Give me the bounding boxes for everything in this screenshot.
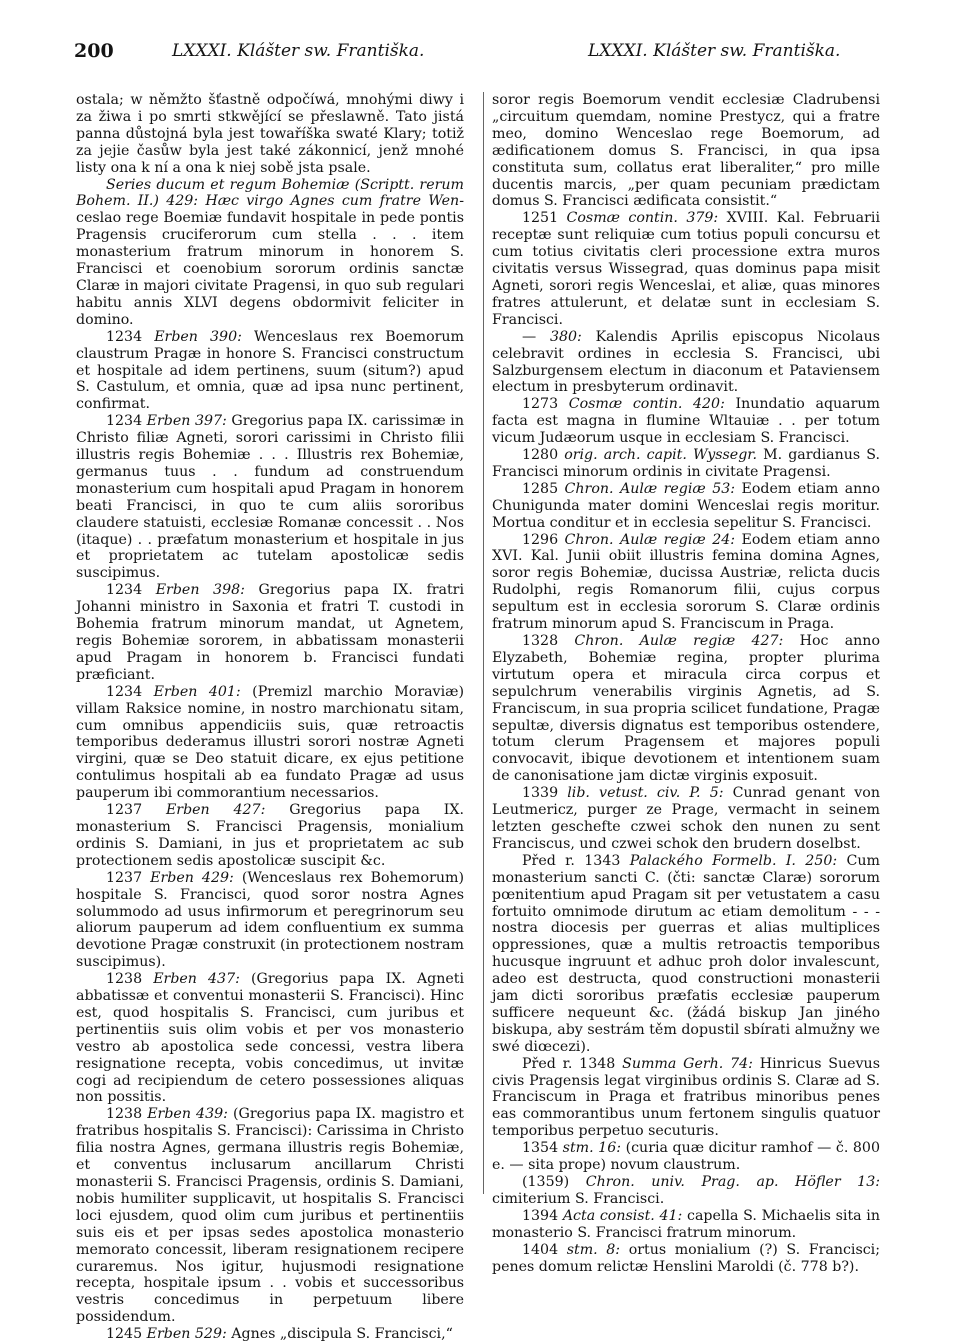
entry-source: Series ducum et regum Bohemiæ (Scriptt. rerum Bohem. II.) 429: Hæc virgo Agnes cum fratre Wen- <box>76 176 464 210</box>
entry-source: Chron. univ. Prag. ap. Höfler 13: <box>585 1174 881 1190</box>
entry-text: Hinricus Suevus civis Pragensis legat virginibus ordinis S. Claræ ad S. Franciscum in Praga et fratribus minoribus penes eas commorantibus unum fertonem singulis quatuor temporibus perpetuo secuturis. <box>492 1055 880 1140</box>
entry-text: Inundatio aquarum facta est magna in flumine Wltauiæ . . per totum vicum Judæorum usque in ecclesiam S. Francisci. <box>492 396 880 447</box>
entry-year: 1285 <box>522 480 565 497</box>
entry-paragraph <box>76 177 464 329</box>
entry-paragraph <box>76 92 464 177</box>
entry-year: 1296 <box>522 531 565 548</box>
entry-year: 1339 <box>522 785 568 802</box>
entry-year: — <box>522 328 550 345</box>
entry-source: Palackého Formelb. I. 250: <box>629 852 847 869</box>
entry-source: Cosmæ contin. 379: <box>566 210 727 227</box>
entry-paragraph <box>76 329 464 414</box>
entry-year: 1280 <box>522 447 565 464</box>
entry-text: (Gregorius papa IX. Agneti abbatissæ et conventui monasterii S. Francisci). Hinc est, quod hospitalis S. Francisci, cum juribus et pertinentiis suis olim vobis et per vos monasterio vestro ab apostolica sede concessi, vestra libera resignatione recepta, vobis concedimus, ut invitæ cogi ad recipiendum de cetero possessiones aliquas non possitis. <box>76 971 464 1106</box>
entry-year: 1237 <box>106 802 166 819</box>
entry-text: Gregorius papa IX. carissimæ in Christo filiæ Agneti, sorori carissimi in Christo filii illustris regis Bohemiæ . . . Illustris rex Bohemiæ, germanus tuus . . fundum ad construendum monasterium cum hospitali apud Pragam in honorem beati Francisci, in quo te cum aliis sororibus claudere statuisti, ecclesiæ Romanæ concessit . . Nos (itaque) . . præfatum monasterium et hospitale in jus et proprietatem ac tutelam apostolicæ sedis suscipimus. <box>76 413 464 582</box>
right-column <box>492 92 880 1275</box>
entry-source: Erben 529: <box>146 1326 232 1343</box>
entry-text: ceslao rege Boemiæ fundavit hospitale in pede pontis Pragensis cruciferorum cum stella . . . item monasterium fratrum minorum in honorem S. Francisci et coenobium sororum ordinis sanctæ Claræ in majori civitate Pragensi, in quo sub regulari habitu annis XLVI degens obdormivit feliciter in domino. <box>76 210 464 328</box>
entry-source: Erben 427: <box>165 802 290 819</box>
entry-text: soror regis Boemorum vendit ecclesiæ Cladrubensi „circuitum quemdam, nomine Prestycz, qui a fratre meo, domino Wenceslao rege Boemorum, ad ædificationem domus S. Francisci, in qua ipsa constituta sum, collatus erat liberaliter,“ pro mille ducentis marcis, „per quam pecuniam prædictam domus S. Francisci ædificata consistit.“ <box>492 92 880 210</box>
entry-text: (curia quæ dicitur ramhof — č. 800 e. — sita prope) novum claustrum. <box>492 1140 880 1174</box>
entry-paragraph <box>492 396 880 447</box>
entry-source: Cosmæ contin. 420: <box>568 396 736 413</box>
column-divider <box>483 92 484 1194</box>
entry-text: ortus monialium (?) S. Francisci; penes domum relictæ Henslini Maroldi (č. 778 b?). <box>492 1241 880 1275</box>
entry-source: Chron. Aulæ regiæ 24: <box>564 531 742 548</box>
entry-year: 1328 <box>522 633 575 649</box>
entry-source: Summa Gerh. 74: <box>622 1055 760 1072</box>
entry-year: 1354 <box>522 1140 563 1157</box>
entry-text: Gregorius papa IX. monasterium S. Francisci Pragensis, monialium ordinis S. Damiani, in jus et proprietatem ac sub protectionem sedis apostolicæ suscipit &c. <box>76 802 464 869</box>
entry-text: ostala; w němžto šťastně odpočíwá, mnohými diwy i za žiwa i po smrti stkwějící se přeslawně. Tato jistá panna důstojná byla jest towaříška swaté Klary; totiž za jejie časůw byla jest také zákonnicí, jenž mnohé listy ona k ní a ona k niej sobě jsta psale. <box>76 92 464 176</box>
entry-paragraph <box>76 870 464 971</box>
running-head-right: LXXXI. Klášter sw. Františka. <box>588 41 841 61</box>
page-number: 200 <box>74 40 114 62</box>
entry-paragraph <box>492 853 880 1056</box>
entry-text: Agnes „discipula S. Francisci,“ <box>231 1326 453 1343</box>
entry-source: Erben 390: <box>154 328 254 345</box>
entry-year: 1404 <box>522 1241 567 1258</box>
entry-text: Cunrad genant von Leutmericz, purger ze Prage, vermacht in seinem letzten geschefte czwei schok den nunen zu sent Franciscus, und czwei schok den brudern doselbst. <box>492 785 880 852</box>
running-head-left: LXXXI. Klášter sw. Františka. <box>172 41 425 61</box>
left-column <box>76 92 464 1343</box>
entry-text: Hoc anno Elyzabeth, Bohemiæ regina, propter plurima virtutum opera et miracula circa corpus et sepulchrum venerabilis virginis Agnetis, ad S. Franciscum, in sua propria scilicet fundatione, Pragæ sepultæ, diversis dignatus est temporibus ostendere, totum clerum Pragensem et majores populi convocavit, ibique devotionem et intentionem suam de canonisatione jam dictæ virginis exposuit. <box>492 633 880 785</box>
entry-paragraph <box>492 1056 880 1141</box>
entry-paragraph <box>492 481 880 532</box>
entry-paragraph <box>492 532 880 633</box>
entry-text: Eodem etiam anno Chunigunda mater domini Wenceslai regis moritur. Mortua conditur et in ecclesia sepelitur S. Francisci. <box>492 480 880 531</box>
entry-paragraph <box>76 582 464 683</box>
entry-paragraph <box>492 329 880 397</box>
entry-paragraph <box>492 92 880 210</box>
entry-text: Cum monasterium sancti C. (čti: sanctæ Claræ) sororum pœnitentium apud Pragam sit per vetustatem a casu fortuito omnimode dirutum ac etiam demolitum - - - nostra diocesis per guerras et alias multiplices oppressiones, quæ a multis retroactis temporibus hucusque ingruunt et adhuc proh dolor invalescunt, adeo est destructa, quod constructioni monasterii jam dicti sororibus præfatis ecclesiæ pauperum sufficere nequeunt &c. (žádá biskup Jan jiného biskupa, aby sestrám těm dopustil sbírati almužny we swé diœcezi). <box>492 852 880 1055</box>
entry-year: 1234 <box>106 413 147 430</box>
entry-text: (Wenceslaus rex Bohemorum) hospitale S. Francisci, quod soror nostra Agnes solummodo ad usus infirmorum et peregrinorum seu aliorum pauperum ad idem confluentium ex summa devotione Pragæ construxit (in protectionem nostram suscipimus). <box>76 869 464 971</box>
entry-text: Kalendis Aprilis episcopus Nicolaus celebravit ordines in ecclesia S. Francisci, ubi Salzburgensem electum in diaconum et Pataviensem electum in presbyterum ordinavit. <box>492 328 881 396</box>
entry-source: 380: <box>549 328 596 345</box>
entry-year: 1251 <box>522 210 567 227</box>
entry-paragraph <box>76 1326 464 1343</box>
entry-year: 1237 <box>106 869 151 886</box>
entry-source: stm. 8: <box>566 1241 629 1258</box>
entry-text: capella S. Michaelis sita in monasterio S. Francisci fratrum minorum. <box>492 1207 880 1241</box>
entry-source: Erben 398: <box>155 582 259 599</box>
entry-paragraph <box>492 785 880 853</box>
entry-source: Chron. Aulæ regiæ 427: <box>574 633 800 649</box>
entry-source: lib. vetust. civ. P. 5: <box>567 785 733 802</box>
entry-source: orig. arch. capit. Wyssegr. <box>564 447 764 464</box>
entry-paragraph <box>76 684 464 802</box>
entry-paragraph <box>492 1140 880 1174</box>
entry-paragraph <box>492 1208 880 1242</box>
entry-paragraph <box>76 1106 464 1326</box>
entry-text: cimiterium S. Francisci. <box>492 1190 665 1207</box>
entry-paragraph <box>492 633 880 785</box>
entry-text: (Gregorius papa IX. magistro et fratribus hospitalis S. Francisci): Carissima in Christo filia nostra Agnes, germana illustris regis Bohemiæ, et conventus inclusarum ancillarum Christi monasterii S. Francisci Pragensis, ordinis S. Damiani, nobis humiliter supplicavit, ut hospitalis S. Francisci loci ejusdem, quod olim cum juribus et pertinentiis suis eis et per ipsas sedes apostolica monasterio memorato concessit, liberam resignationem recipere curaremus. Nos igitur, hujusmodi resignatione recepta, hospitale ipsum . . vobis et successoribus vestris concedimus in perpetuum libere possidendum. <box>76 1106 464 1326</box>
entry-paragraph <box>492 1242 880 1276</box>
entry-year: (1359) <box>522 1174 586 1190</box>
entry-source: Erben 429: <box>150 869 242 886</box>
entry-paragraph <box>76 413 464 582</box>
entry-year: 1234 <box>106 683 154 700</box>
entry-source: Chron. Aulæ regiæ 53: <box>564 480 742 497</box>
entry-year: 1238 <box>106 1106 148 1123</box>
entry-text: M. gardianus S. Francisci minorum ordinis in civitate Pragensi. <box>492 447 880 480</box>
entry-year: 1234 <box>106 328 155 345</box>
entry-source: stm. 16: <box>562 1140 626 1157</box>
entry-source: Erben 439: <box>147 1106 233 1123</box>
entry-year: 1273 <box>522 396 569 413</box>
entry-text: XVIII. Kal. Februarii receptæ sunt reliquiæ cum totius populi concursu et cum totius civitatis cleri processione extra muros civitatis versus Wissegrad, quas dominus papa misit Agneti, sorori regis Wenceslai, et aliæ, quas minores fratres attulerunt, et delatæ sunt in ecclesiam S. Francisci. <box>492 210 880 328</box>
entry-paragraph <box>76 802 464 870</box>
entry-year: 1245 <box>106 1326 147 1343</box>
entry-year: 1394 <box>522 1207 563 1224</box>
entry-paragraph <box>492 447 880 481</box>
entry-paragraph <box>76 971 464 1106</box>
entry-year: Před r. 1348 <box>522 1055 623 1072</box>
entry-paragraph <box>492 1174 880 1208</box>
entry-source: Erben 437: <box>153 971 251 988</box>
entry-text: (Premizl marchio Moraviæ) villam Raksice nomine, in nostro marchionatu sitam, cum omnibus appendiciis suis, quæ retroactis temporibus dederamus illustri sorori nostræ Agneti virgini, quæ se Deo statuit dicare, ex ejus petitione contulimus hospitali ab ea fundato Pragæ ad usus pauperum ibi commorantium necessarios. <box>76 683 464 802</box>
entry-year: 1238 <box>106 971 154 988</box>
entry-text: Eodem etiam anno XVI. Kal. Junii obiit illustris femina domina Agnes, soror regis Bohemiæ, ducissa Austriæ, relicta ducis Rudolphi, regis Romanorum filii, cujus corpus sepultum est in ecclesia sororum S. Claræ ordinis fratrum minorum apud S. Franciscum in Praga. <box>492 531 880 633</box>
entry-year: Před r. 1343 <box>522 852 630 869</box>
entry-source: Erben 401: <box>153 683 253 700</box>
entry-text: Wenceslaus rex Boemorum claustrum Pragæ in honore S. Francisci constructum et hospitale ad idem pertinens, suum (situm?) apud S. Castulum, et omnia, quæ ad ipsa nunc pertinent, confirmat. <box>76 328 464 413</box>
entry-source: Erben 397: <box>146 413 232 430</box>
entry-paragraph <box>492 210 880 328</box>
entry-year: 1234 <box>106 582 156 599</box>
entry-text: Gregorius papa IX. fratri Johanni ministro in Saxonia et fratri T. custodi in Bohemia fratrum minorum mandat, ut Agnetem, regis Bohemiæ sororem, in abbatissam monasterii apud Pragam in honorem b. Francisci fundati præficiant. <box>76 582 464 683</box>
entry-source: Acta consist. 41: <box>562 1207 688 1224</box>
